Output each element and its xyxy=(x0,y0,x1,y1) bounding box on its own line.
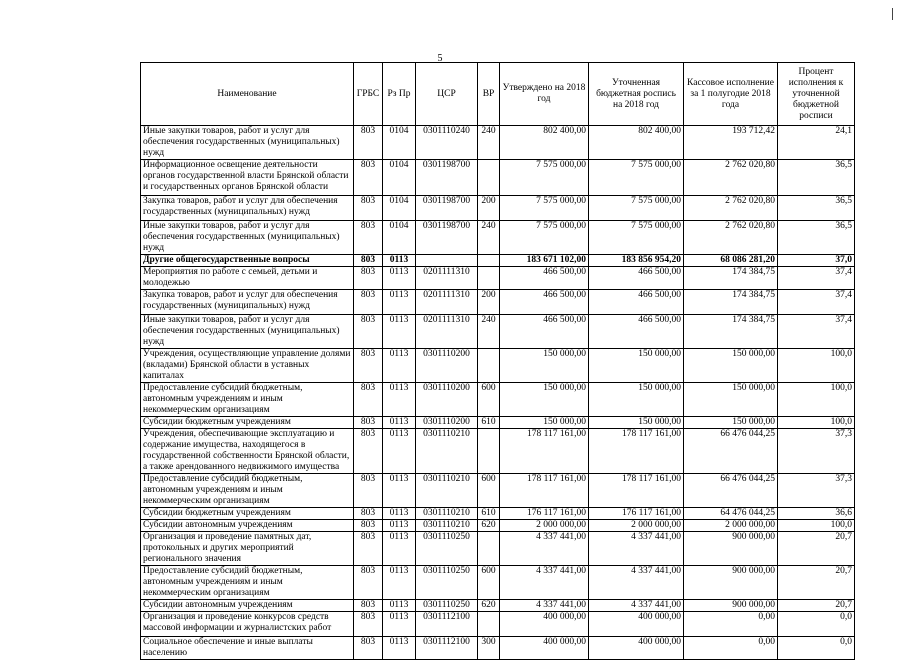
row-name-cell: Субсидии автономным учреждениям xyxy=(141,600,354,612)
row-csr-cell: 0301198700 xyxy=(416,160,478,196)
row-cash-cell: 150 000,00 xyxy=(684,349,778,383)
row-grbs-cell: 803 xyxy=(354,290,383,315)
table-row xyxy=(141,474,855,508)
row-rzpr-cell: 0104 xyxy=(383,221,416,255)
row-percent-cell: 100,0 xyxy=(778,349,855,383)
row-approved-cell: 2 000 000,00 xyxy=(500,520,589,532)
row-grbs-cell: 803 xyxy=(354,637,383,660)
table-row xyxy=(141,600,855,612)
row-csr-cell: 0201111310 xyxy=(416,290,478,315)
row-refined-cell: 183 856 954,20 xyxy=(589,255,684,267)
row-rzpr-cell: 0113 xyxy=(383,637,416,660)
table-row xyxy=(141,290,855,315)
row-rzpr-cell: 0113 xyxy=(383,532,416,566)
row-cash-cell: 2 000 000,00 xyxy=(684,520,778,532)
row-cash-cell: 174 384,75 xyxy=(684,315,778,349)
row-refined-cell: 2 000 000,00 xyxy=(589,520,684,532)
row-rzpr-cell: 0113 xyxy=(383,612,416,637)
header-grbs: ГРБС xyxy=(354,63,383,126)
row-csr-cell xyxy=(416,255,478,267)
row-name-cell: Закупка товаров, работ и услуг для обеспечения государственных (муниципальных) нужд xyxy=(141,196,354,221)
row-percent-cell: 37,4 xyxy=(778,267,855,290)
row-rzpr-cell: 0113 xyxy=(383,315,416,349)
table-row xyxy=(141,417,855,429)
row-rzpr-cell: 0104 xyxy=(383,160,416,196)
row-refined-cell: 7 575 000,00 xyxy=(589,196,684,221)
row-approved-cell: 176 117 161,00 xyxy=(500,508,589,520)
row-grbs-cell: 803 xyxy=(354,520,383,532)
row-csr-cell: 0301110210 xyxy=(416,508,478,520)
row-csr-cell: 0201111310 xyxy=(416,315,478,349)
row-grbs-cell: 803 xyxy=(354,600,383,612)
row-vr-cell: 300 xyxy=(478,637,500,660)
row-vr-cell: 600 xyxy=(478,566,500,600)
row-vr-cell xyxy=(478,267,500,290)
row-percent-cell: 36,6 xyxy=(778,508,855,520)
row-percent-cell: 37,3 xyxy=(778,474,855,508)
row-refined-cell: 4 337 441,00 xyxy=(589,566,684,600)
row-name-cell: Социальное обеспечение и иные выплаты населению xyxy=(141,637,354,660)
row-refined-cell: 150 000,00 xyxy=(589,349,684,383)
budget-table xyxy=(140,62,855,660)
row-name-cell: Информационное освещение деятельности органов государственной власти Брянской области и государственных органов Брянской области xyxy=(141,160,354,196)
row-cash-cell: 64 476 044,25 xyxy=(684,508,778,520)
row-csr-cell: 0301112100 xyxy=(416,612,478,637)
row-refined-cell: 4 337 441,00 xyxy=(589,600,684,612)
row-vr-cell: 610 xyxy=(478,417,500,429)
row-csr-cell: 0301110250 xyxy=(416,566,478,600)
table-row xyxy=(141,160,855,196)
header-cash: Кассовое исполнение за 1 полугодие 2018 года xyxy=(684,63,778,126)
row-rzpr-cell: 0113 xyxy=(383,383,416,417)
row-grbs-cell: 803 xyxy=(354,474,383,508)
row-vr-cell: 600 xyxy=(478,474,500,508)
row-refined-cell: 400 000,00 xyxy=(589,637,684,660)
row-approved-cell: 466 500,00 xyxy=(500,315,589,349)
row-vr-cell: 620 xyxy=(478,520,500,532)
row-refined-cell: 400 000,00 xyxy=(589,612,684,637)
row-percent-cell: 36,5 xyxy=(778,160,855,196)
row-cash-cell: 2 762 020,80 xyxy=(684,160,778,196)
row-rzpr-cell: 0113 xyxy=(383,349,416,383)
row-csr-cell: 0301110210 xyxy=(416,520,478,532)
table-row xyxy=(141,383,855,417)
row-name-cell: Предоставление субсидий бюджетным, автономным учреждениям и иным некоммерческим организациям xyxy=(141,566,354,600)
row-grbs-cell: 803 xyxy=(354,566,383,600)
row-grbs-cell: 803 xyxy=(354,221,383,255)
row-rzpr-cell: 0104 xyxy=(383,196,416,221)
row-name-cell: Учреждения, осуществляющие управление долями (вкладами) Брянской области в уставных капиталах xyxy=(141,349,354,383)
row-rzpr-cell: 0113 xyxy=(383,429,416,474)
row-refined-cell: 4 337 441,00 xyxy=(589,532,684,566)
row-vr-cell xyxy=(478,532,500,566)
row-name-cell: Субсидии бюджетным учреждениям xyxy=(141,508,354,520)
row-csr-cell: 0301198700 xyxy=(416,196,478,221)
row-refined-cell: 802 400,00 xyxy=(589,126,684,160)
row-csr-cell: 0301110210 xyxy=(416,474,478,508)
table-header-row xyxy=(141,63,855,126)
row-approved-cell: 7 575 000,00 xyxy=(500,221,589,255)
row-grbs-cell: 803 xyxy=(354,196,383,221)
row-refined-cell: 150 000,00 xyxy=(589,383,684,417)
table-row xyxy=(141,126,855,160)
row-csr-cell: 0301110200 xyxy=(416,417,478,429)
row-cash-cell: 900 000,00 xyxy=(684,532,778,566)
row-approved-cell: 802 400,00 xyxy=(500,126,589,160)
row-percent-cell: 37,0 xyxy=(778,255,855,267)
scan-corner-mark xyxy=(892,8,893,20)
row-name-cell: Организация и проведение памятных дат, протокольных и других мероприятий регионального значения xyxy=(141,532,354,566)
row-refined-cell: 176 117 161,00 xyxy=(589,508,684,520)
table-row xyxy=(141,508,855,520)
row-vr-cell xyxy=(478,349,500,383)
row-csr-cell: 0301198700 xyxy=(416,221,478,255)
row-cash-cell: 150 000,00 xyxy=(684,417,778,429)
row-percent-cell: 100,0 xyxy=(778,383,855,417)
row-cash-cell: 66 476 044,25 xyxy=(684,474,778,508)
row-approved-cell: 178 117 161,00 xyxy=(500,474,589,508)
row-approved-cell: 400 000,00 xyxy=(500,612,589,637)
row-cash-cell: 66 476 044,25 xyxy=(684,429,778,474)
row-approved-cell: 4 337 441,00 xyxy=(500,566,589,600)
row-percent-cell: 36,5 xyxy=(778,221,855,255)
row-approved-cell: 400 000,00 xyxy=(500,637,589,660)
row-rzpr-cell: 0113 xyxy=(383,474,416,508)
row-grbs-cell: 803 xyxy=(354,417,383,429)
row-rzpr-cell: 0104 xyxy=(383,126,416,160)
row-rzpr-cell: 0113 xyxy=(383,417,416,429)
row-csr-cell: 0301110210 xyxy=(416,429,478,474)
row-approved-cell: 7 575 000,00 xyxy=(500,196,589,221)
row-grbs-cell: 803 xyxy=(354,429,383,474)
row-csr-cell: 0301110250 xyxy=(416,532,478,566)
row-grbs-cell: 803 xyxy=(354,612,383,637)
row-refined-cell: 178 117 161,00 xyxy=(589,474,684,508)
row-grbs-cell: 803 xyxy=(354,383,383,417)
row-percent-cell: 24,1 xyxy=(778,126,855,160)
row-percent-cell: 20,7 xyxy=(778,600,855,612)
row-name-cell: Предоставление субсидий бюджетным, автономным учреждениям и иным некоммерческим организациям xyxy=(141,474,354,508)
header-approved: Утверждено на 2018 год xyxy=(500,63,589,126)
row-grbs-cell: 803 xyxy=(354,126,383,160)
row-csr-cell: 0201111310 xyxy=(416,267,478,290)
row-cash-cell: 900 000,00 xyxy=(684,600,778,612)
row-name-cell: Субсидии бюджетным учреждениям xyxy=(141,417,354,429)
row-cash-cell: 0,00 xyxy=(684,637,778,660)
row-percent-cell: 20,7 xyxy=(778,566,855,600)
row-refined-cell: 466 500,00 xyxy=(589,290,684,315)
row-csr-cell: 0301110200 xyxy=(416,349,478,383)
row-vr-cell xyxy=(478,429,500,474)
row-csr-cell: 0301110200 xyxy=(416,383,478,417)
row-csr-cell: 0301110240 xyxy=(416,126,478,160)
row-rzpr-cell: 0113 xyxy=(383,290,416,315)
row-grbs-cell: 803 xyxy=(354,255,383,267)
header-name: Наименование xyxy=(141,63,354,126)
table-row xyxy=(141,612,855,637)
row-cash-cell: 68 086 281,20 xyxy=(684,255,778,267)
row-percent-cell: 0,0 xyxy=(778,637,855,660)
table-row xyxy=(141,267,855,290)
row-csr-cell: 0301110250 xyxy=(416,600,478,612)
row-name-cell: Учреждения, обеспечивающие эксплуатацию и содержание имущества, находящегося в государственной собственности Брянской области, а также арендованного недвижимого имущества xyxy=(141,429,354,474)
row-grbs-cell: 803 xyxy=(354,315,383,349)
row-cash-cell: 900 000,00 xyxy=(684,566,778,600)
row-name-cell: Субсидии автономным учреждениям xyxy=(141,520,354,532)
table-row xyxy=(141,520,855,532)
row-approved-cell: 466 500,00 xyxy=(500,290,589,315)
header-percent: Процент исполнения к уточненной бюджетной росписи xyxy=(778,63,855,126)
row-rzpr-cell: 0113 xyxy=(383,566,416,600)
row-approved-cell: 4 337 441,00 xyxy=(500,532,589,566)
row-csr-cell: 0301112100 xyxy=(416,637,478,660)
row-rzpr-cell: 0113 xyxy=(383,267,416,290)
table-row xyxy=(141,349,855,383)
header-vr: ВР xyxy=(478,63,500,126)
table-row xyxy=(141,221,855,255)
header-rzpr: Рз Пр xyxy=(383,63,416,126)
row-grbs-cell: 803 xyxy=(354,349,383,383)
row-approved-cell: 466 500,00 xyxy=(500,267,589,290)
row-grbs-cell: 803 xyxy=(354,532,383,566)
row-cash-cell: 2 762 020,80 xyxy=(684,221,778,255)
row-vr-cell xyxy=(478,612,500,637)
row-percent-cell: 37,4 xyxy=(778,315,855,349)
table-row xyxy=(141,255,855,267)
row-name-cell: Иные закупки товаров, работ и услуг для обеспечения государственных (муниципальных) нужд xyxy=(141,221,354,255)
row-refined-cell: 7 575 000,00 xyxy=(589,160,684,196)
row-cash-cell: 174 384,75 xyxy=(684,267,778,290)
row-approved-cell: 7 575 000,00 xyxy=(500,160,589,196)
row-vr-cell: 240 xyxy=(478,126,500,160)
table-row xyxy=(141,566,855,600)
row-approved-cell: 4 337 441,00 xyxy=(500,600,589,612)
row-approved-cell: 183 671 102,00 xyxy=(500,255,589,267)
row-grbs-cell: 803 xyxy=(354,508,383,520)
row-percent-cell: 100,0 xyxy=(778,417,855,429)
row-refined-cell: 178 117 161,00 xyxy=(589,429,684,474)
row-rzpr-cell: 0113 xyxy=(383,508,416,520)
row-refined-cell: 150 000,00 xyxy=(589,417,684,429)
row-vr-cell: 610 xyxy=(478,508,500,520)
row-approved-cell: 150 000,00 xyxy=(500,417,589,429)
row-vr-cell: 600 xyxy=(478,383,500,417)
table-row xyxy=(141,429,855,474)
row-cash-cell: 150 000,00 xyxy=(684,383,778,417)
row-vr-cell xyxy=(478,255,500,267)
header-csr: ЦСР xyxy=(416,63,478,126)
row-refined-cell: 466 500,00 xyxy=(589,315,684,349)
row-vr-cell: 240 xyxy=(478,315,500,349)
row-approved-cell: 150 000,00 xyxy=(500,349,589,383)
row-percent-cell: 37,3 xyxy=(778,429,855,474)
row-percent-cell: 0,0 xyxy=(778,612,855,637)
row-name-cell: Организация и проведение конкурсов средств массовой информации и журналистских работ xyxy=(141,612,354,637)
row-refined-cell: 466 500,00 xyxy=(589,267,684,290)
row-cash-cell: 0,00 xyxy=(684,612,778,637)
row-rzpr-cell: 0113 xyxy=(383,255,416,267)
row-name-cell: Иные закупки товаров, работ и услуг для обеспечения государственных (муниципальных) нужд xyxy=(141,126,354,160)
row-vr-cell: 200 xyxy=(478,196,500,221)
header-refined: Уточненная бюджетная роспись на 2018 год xyxy=(589,63,684,126)
row-vr-cell xyxy=(478,160,500,196)
row-percent-cell: 100,0 xyxy=(778,520,855,532)
row-vr-cell: 240 xyxy=(478,221,500,255)
row-name-cell: Предоставление субсидий бюджетным, автономным учреждениям и иным некоммерческим организациям xyxy=(141,383,354,417)
row-refined-cell: 7 575 000,00 xyxy=(589,221,684,255)
table-row xyxy=(141,532,855,566)
row-percent-cell: 37,4 xyxy=(778,290,855,315)
row-approved-cell: 178 117 161,00 xyxy=(500,429,589,474)
row-vr-cell: 200 xyxy=(478,290,500,315)
page-number: 5 xyxy=(437,53,443,64)
row-name-cell: Иные закупки товаров, работ и услуг для обеспечения государственных (муниципальных) нужд xyxy=(141,315,354,349)
row-vr-cell: 620 xyxy=(478,600,500,612)
row-cash-cell: 174 384,75 xyxy=(684,290,778,315)
table-row xyxy=(141,196,855,221)
row-grbs-cell: 803 xyxy=(354,160,383,196)
row-rzpr-cell: 0113 xyxy=(383,520,416,532)
row-cash-cell: 193 712,42 xyxy=(684,126,778,160)
table-row xyxy=(141,315,855,349)
row-percent-cell: 36,5 xyxy=(778,196,855,221)
row-rzpr-cell: 0113 xyxy=(383,600,416,612)
row-approved-cell: 150 000,00 xyxy=(500,383,589,417)
row-grbs-cell: 803 xyxy=(354,267,383,290)
row-name-cell: Закупка товаров, работ и услуг для обеспечения государственных (муниципальных) нужд xyxy=(141,290,354,315)
row-name-cell: Мероприятия по работе с семьей, детьми и молодежью xyxy=(141,267,354,290)
row-cash-cell: 2 762 020,80 xyxy=(684,196,778,221)
row-name-cell: Другие общегосударственные вопросы xyxy=(141,255,354,267)
row-percent-cell: 20,7 xyxy=(778,532,855,566)
